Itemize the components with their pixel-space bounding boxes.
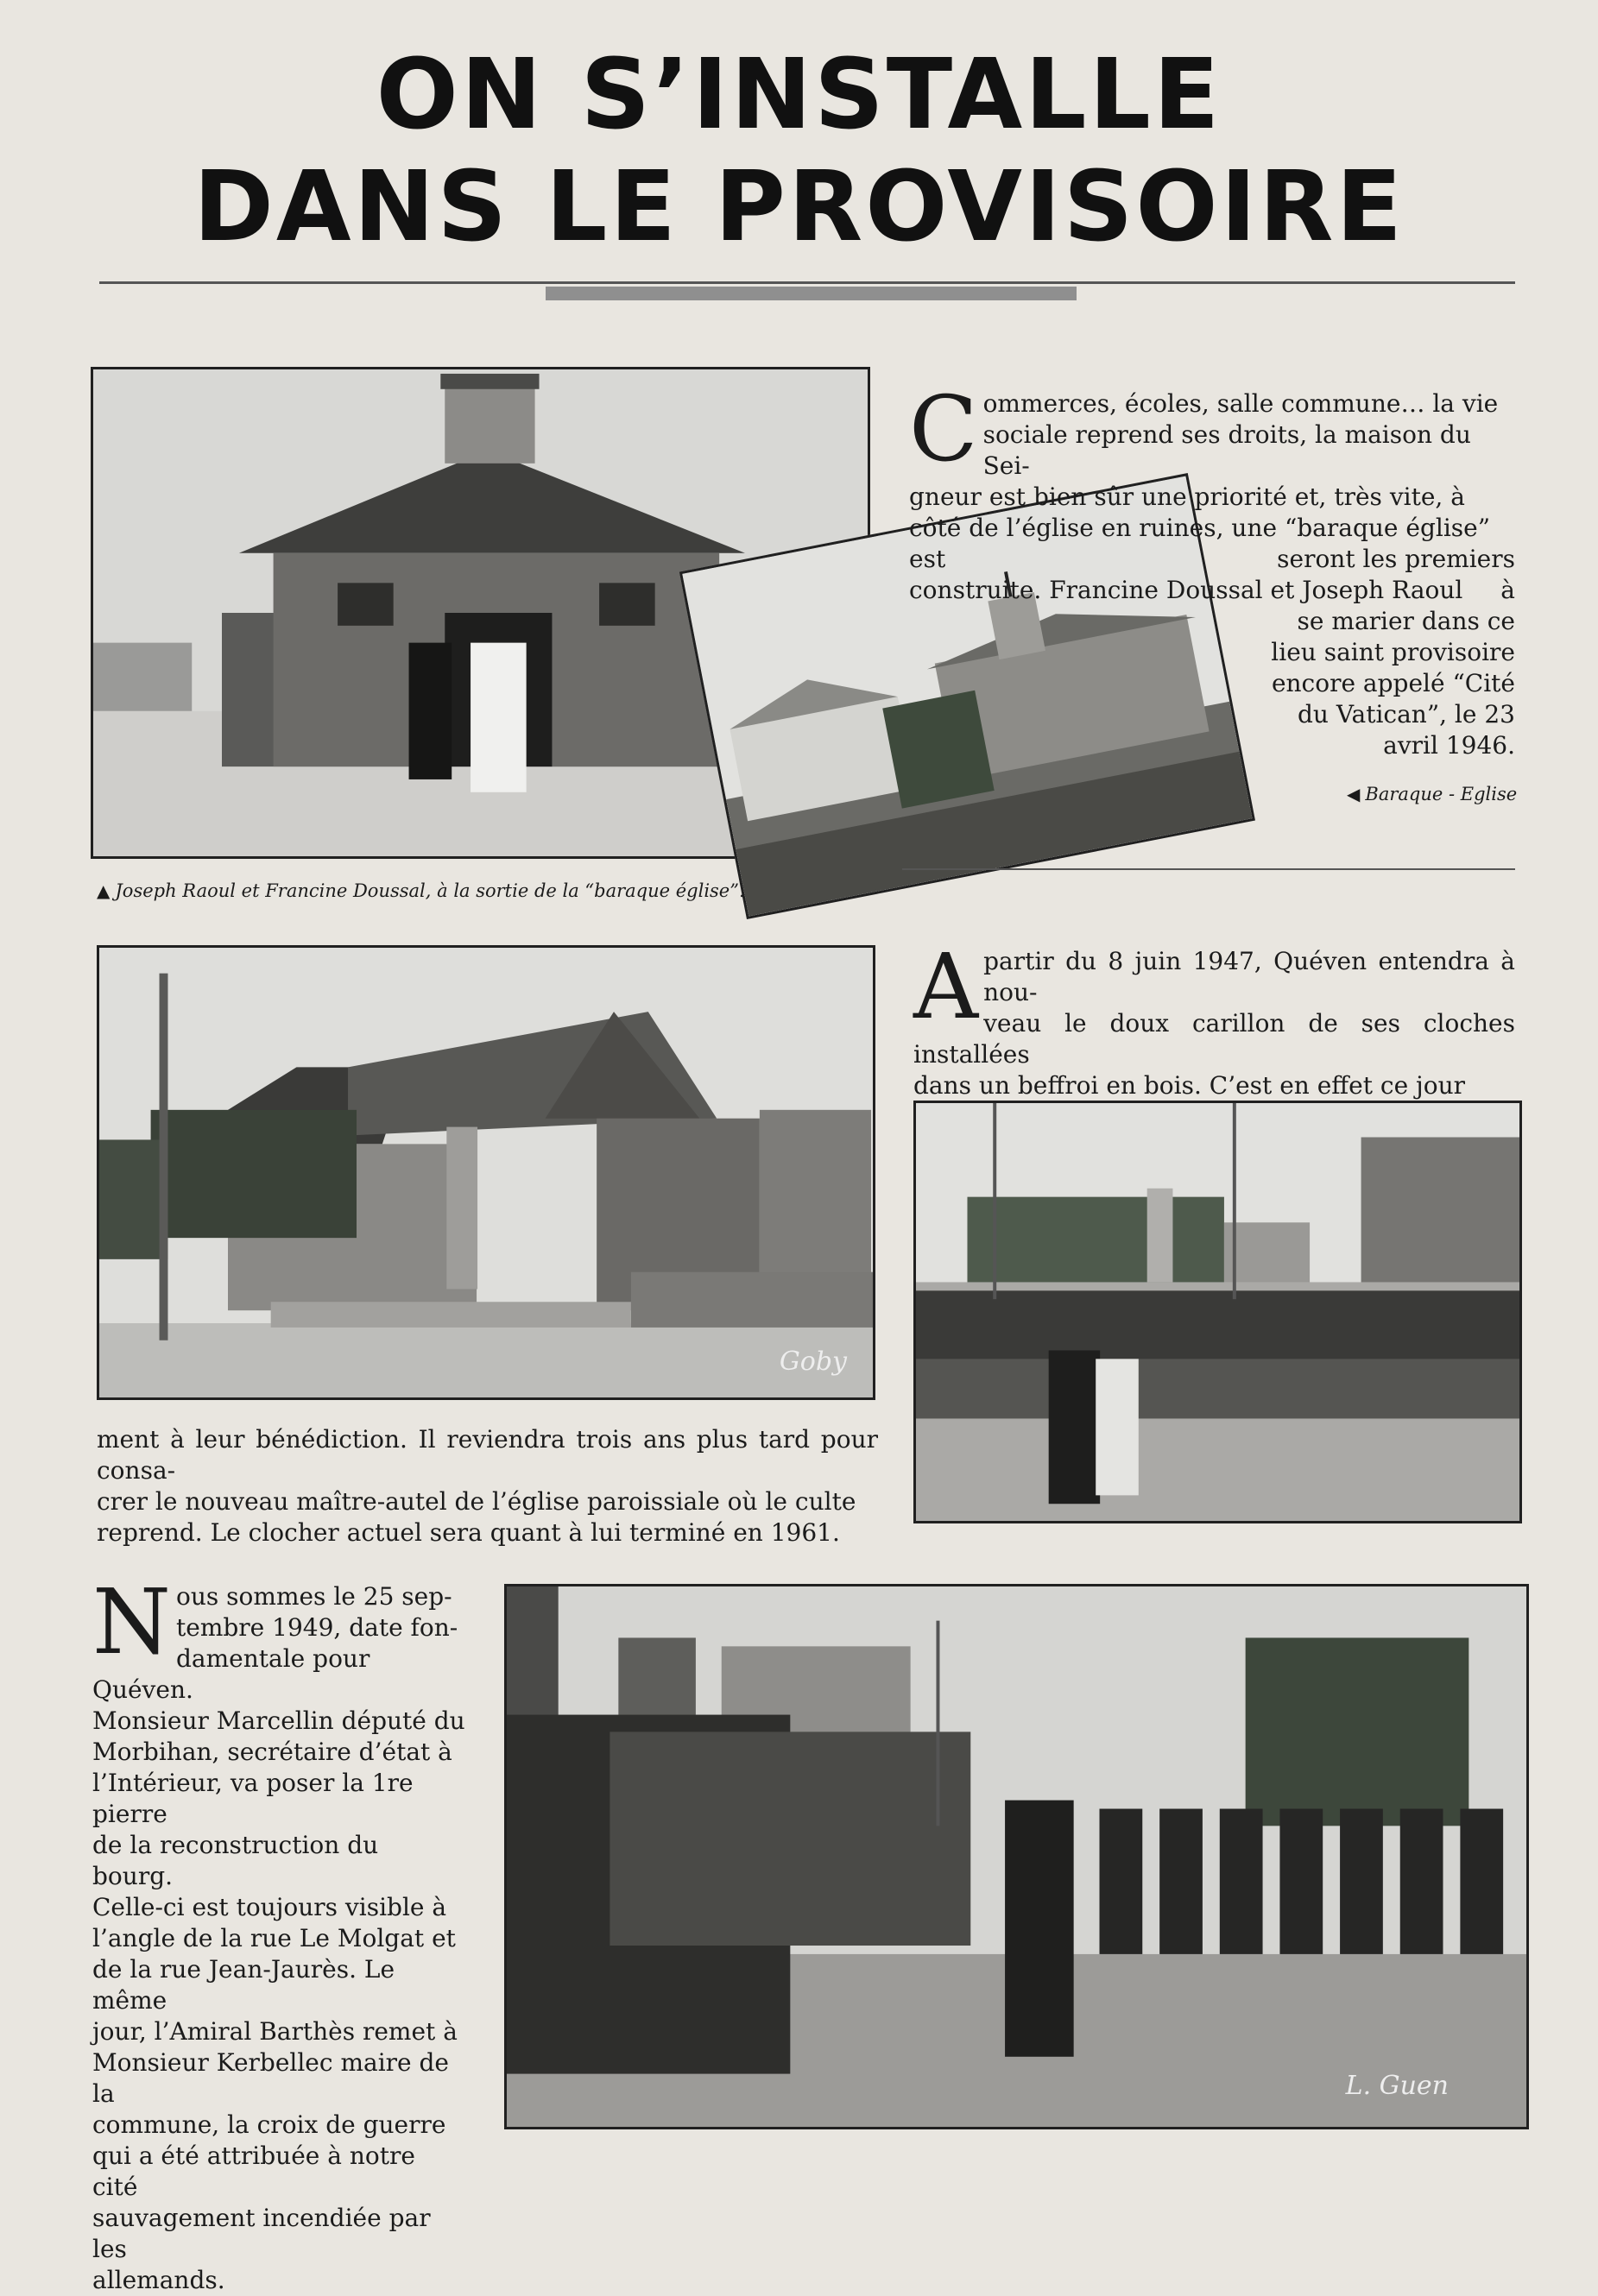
s2-line: partir du 8 juin 1947, Quéven entendra à nou- [983,947,1515,1006]
s2-line: dans un beffroi en bois. C’est en effet ce jour [913,1071,1465,1100]
photo-signature: Goby [779,1347,847,1377]
section2-text-bottom [97,1424,878,1549]
s3-line: Morbihan, secrétaire d’état à [92,1738,452,1766]
caption-baraque-eglise [1347,784,1517,804]
s3-line: Celle-ci est toujours visible à [92,1893,447,1921]
s3-line: allemands. [92,2266,225,2294]
s1-line: sociale reprend ses droits, la maison du Sei- [982,420,1471,480]
section1-text-narrow [1265,544,1515,761]
s1-line: ommerces, écoles, salle commune… la vie [982,389,1499,418]
s3-line: de la reconstruction du bourg. [92,1831,379,1890]
s2-line: crer le nouveau maître-autel de l’église paroissiale où le culte [97,1487,856,1516]
s1-line: encore appelé “Cité [1271,669,1515,697]
s3-line: sauvagement incendiée par les [92,2204,431,2263]
photo-signature: L. Guen [1345,2071,1449,2101]
s3-line: ous sommes le 25 sep- [176,1582,452,1611]
title-line-2: DANS LE PROVISOIRE [193,151,1405,263]
s1-line: avril 1946. [1383,731,1515,760]
caption-text: Baraque - Eglise [1365,784,1518,804]
s2-line: veau le doux carillon de ses cloches installées [913,1009,1515,1069]
s1-line: côté de l’église en ruines, une “baraque église” est [909,514,1491,573]
photo-church [97,945,875,1400]
triangle-left-icon: ◀ [1347,784,1361,804]
s1-line: construite. Francine Doussal et Joseph Raoul [909,576,1463,604]
s2-line: reprend. Le clocher actuel sera quant à lui terminé en 1961. [97,1518,840,1547]
title-line-1: ON S’INSTALLE [376,39,1222,151]
s3-line: l’angle de la rue Le Molgat et [92,1924,456,1952]
photo-first-stone-ceremony [504,1584,1529,2129]
title-rule [99,281,1515,284]
section3-dropcap: N [92,1569,171,1675]
photo-bell-blessing-crowd [913,1101,1522,1523]
s1-line: du Vatican”, le 23 [1298,700,1515,729]
caption-wedding [97,880,745,901]
section3-text [92,1569,465,2296]
s3-line: qui a été attribuée à notre cité [92,2141,415,2201]
s3-line: damentale pour Quéven. [92,1644,370,1704]
s3-line: tembre 1949, date fon- [176,1613,458,1642]
s1-line: lieu saint provisoire [1271,638,1515,666]
s3-line: commune, la croix de guerre [92,2110,446,2139]
s3-line: Monsieur Kerbellec maire de la [92,2048,449,2108]
s1-line: se marier dans ce [1297,607,1515,635]
section1-rule [902,868,1515,870]
section2-dropcap: A [913,934,979,1039]
s1-line: gneur est bien sûr une priorité et, très vite, à [909,483,1465,511]
s3-line: jour, l’Amiral Barthès remet à [92,2017,458,2046]
s3-line: de la rue Jean-Jaurès. Le même [92,1955,395,2015]
caption-text: Joseph Raoul et Francine Doussal, à la sortie de la “baraque église”. [115,880,745,901]
title-rule-accent [546,287,1077,300]
s3-line: Monsieur Marcellin député du [92,1706,465,1735]
triangle-up-icon: ▲ [97,880,111,901]
s3-line: l’Intérieur, va poser la 1re pierre [92,1769,414,1828]
s2-line: ment à leur bénédiction. Il reviendra trois ans plus tard pour consa- [97,1425,878,1485]
section1-dropcap: C [909,376,978,482]
s1-line: seront les premiers à [1277,545,1515,604]
